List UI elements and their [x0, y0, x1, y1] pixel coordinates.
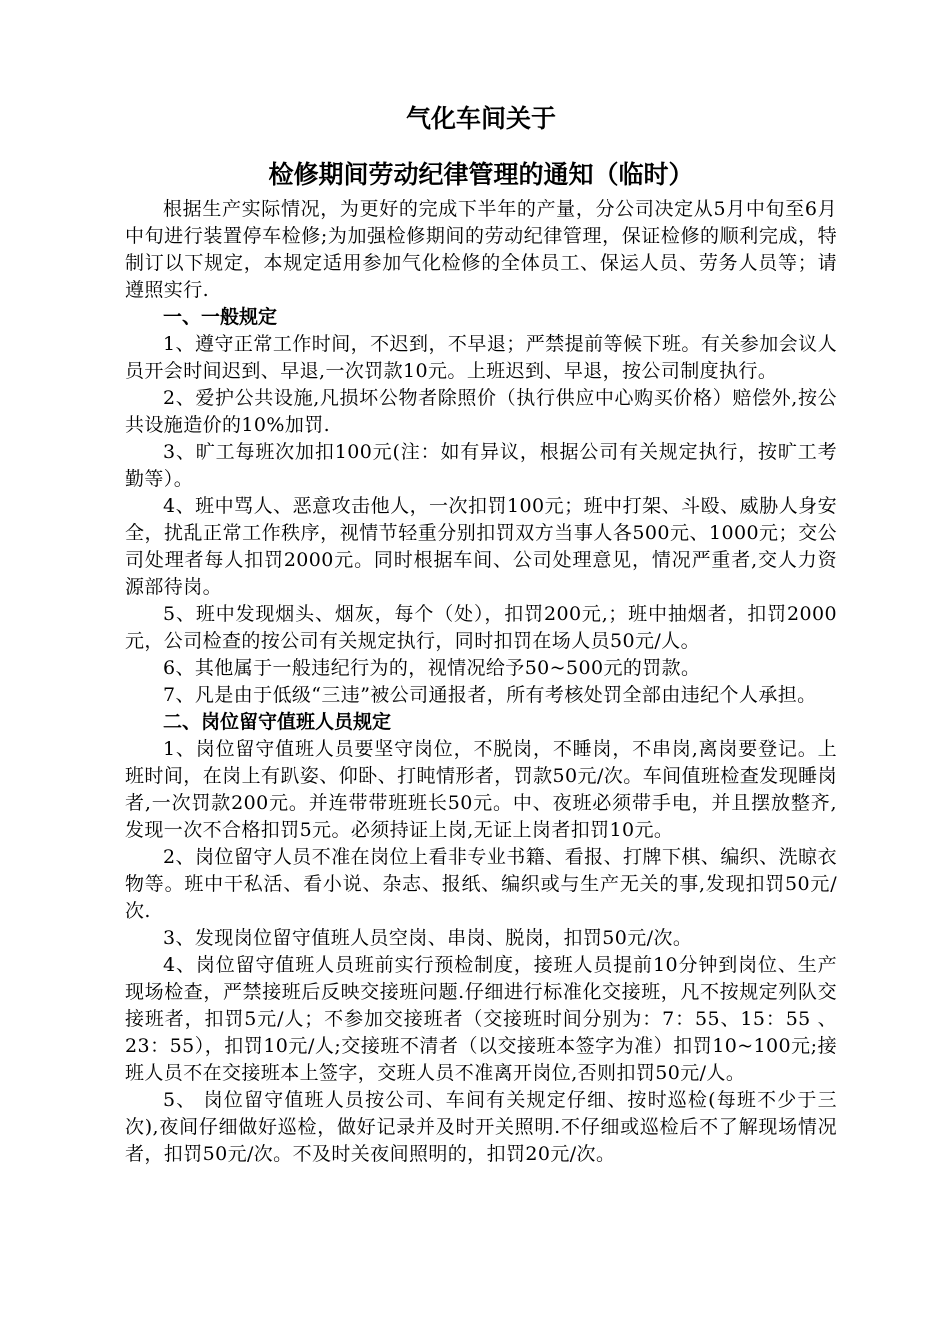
- rule-1-2: 2、爱护公共设施,凡损坏公物者除照价（执行供应中心购买价格）赔偿外,按公共设施造价的10%加罚.: [125, 387, 837, 436]
- rule-2-4: 4、岗位留守值班人员班前实行预检制度，接班人员提前10分钟到岗位、生产现场检查，严禁接班后反映交接班问题.仔细进行标准化交接班，凡不按规定列队交接班者，扣罚5元/人；不参加交接班者（交接班时间分别为：7：55、15：55 、23：55），扣罚10元/人;交接班不清者（以交接班本签字为准）扣罚10~100元;接班人员不在交接班本上签字，交班人员不准离开岗位,否则扣罚50元/人。: [125, 954, 837, 1084]
- rule-1-3: 3、旷工每班次加扣100元(注：如有异议，根据公司有关规定执行，按旷工考勤等）。: [125, 441, 837, 490]
- rule-2-1: 1、岗位留守值班人员要坚守岗位，不脱岗，不睡岗，不串岗,离岗要登记。上班时间，在岗上有趴姿、仰卧、打盹情形者，罚款50元/次。车间值班检查发现睡岗者,一次罚款200元。并连带带班班长50元。中、夜班必须带手电，并且摆放整齐,发现一次不合格扣罚5元。必须持证上岗,无证上岗者扣罚10元。: [125, 738, 837, 841]
- rule-1-4: 4、班中骂人、恶意攻击他人，一次扣罚100元；班中打架、斗殴、威胁人身安全，扰乱正常工作秩序，视情节轻重分别扣罚双方当事人各500元、1000元；交公司处理者每人扣罚2000元。同时根据车间、公司处理意见，情况严重者,交人力资源部待岗。: [125, 495, 837, 598]
- rule-2-2: 2、岗位留守人员不准在岗位上看非专业书籍、看报、打牌下棋、编织、洗晾衣物等。班中干私活、看小说、杂志、报纸、编织或与生产无关的事,发现扣罚50元/次.: [125, 846, 837, 922]
- title-line-1: 气化车间关于: [405, 104, 556, 133]
- section-1-heading: 一、一般规定: [163, 306, 278, 328]
- title-line-2: 检修期间劳动纪律管理的通知（临时）: [268, 160, 694, 189]
- rule-1-1: 1、遵守正常工作时间，不迟到，不早退；严禁提前等候下班。有关参加会议人员开会时间迟到、早退,一次罚款10元。上班迟到、早退，按公司制度执行。: [125, 333, 837, 382]
- intro-paragraph: 根据生产实际情况，为更好的完成下半年的产量，分公司决定从5月中旬至6月中旬进行装置停车检修;为加强检修期间的劳动纪律管理，保证检修的顺利完成，特制订以下规定，本规定适用参加气化检修的全体员工、保运人员、劳务人员等；请遵照实行.: [125, 198, 837, 301]
- section-2-heading: 二、岗位留守值班人员规定: [163, 711, 392, 733]
- rule-2-5: 5、 岗位留守值班人员按公司、车间有关规定仔细、按时巡检(每班不少于三次),夜间仔细做好巡检，做好记录并及时开关照明.不仔细或巡检后不了解现场情况者，扣罚50元/次。不及时关夜间照明的，扣罚20元/次。: [125, 1089, 837, 1165]
- rule-2-3: 3、发现岗位留守值班人员空岗、串岗、脱岗，扣罚50元/次。: [163, 927, 693, 949]
- rule-1-7: 7、凡是由于低级“三违”被公司通报者，所有考核处罚全部由违纪个人承担。: [163, 684, 817, 706]
- document-page: [125, 100, 837, 1168]
- rule-1-5: 5、班中发现烟头、烟灰，每个（处），扣罚200元,；班中抽烟者，扣罚2000元，公司检查的按公司有关规定执行，同时扣罚在场人员50元/人。: [125, 603, 837, 652]
- rule-1-6: 6、其他属于一般违纪行为的，视情况给予50~500元的罚款。: [163, 657, 701, 679]
